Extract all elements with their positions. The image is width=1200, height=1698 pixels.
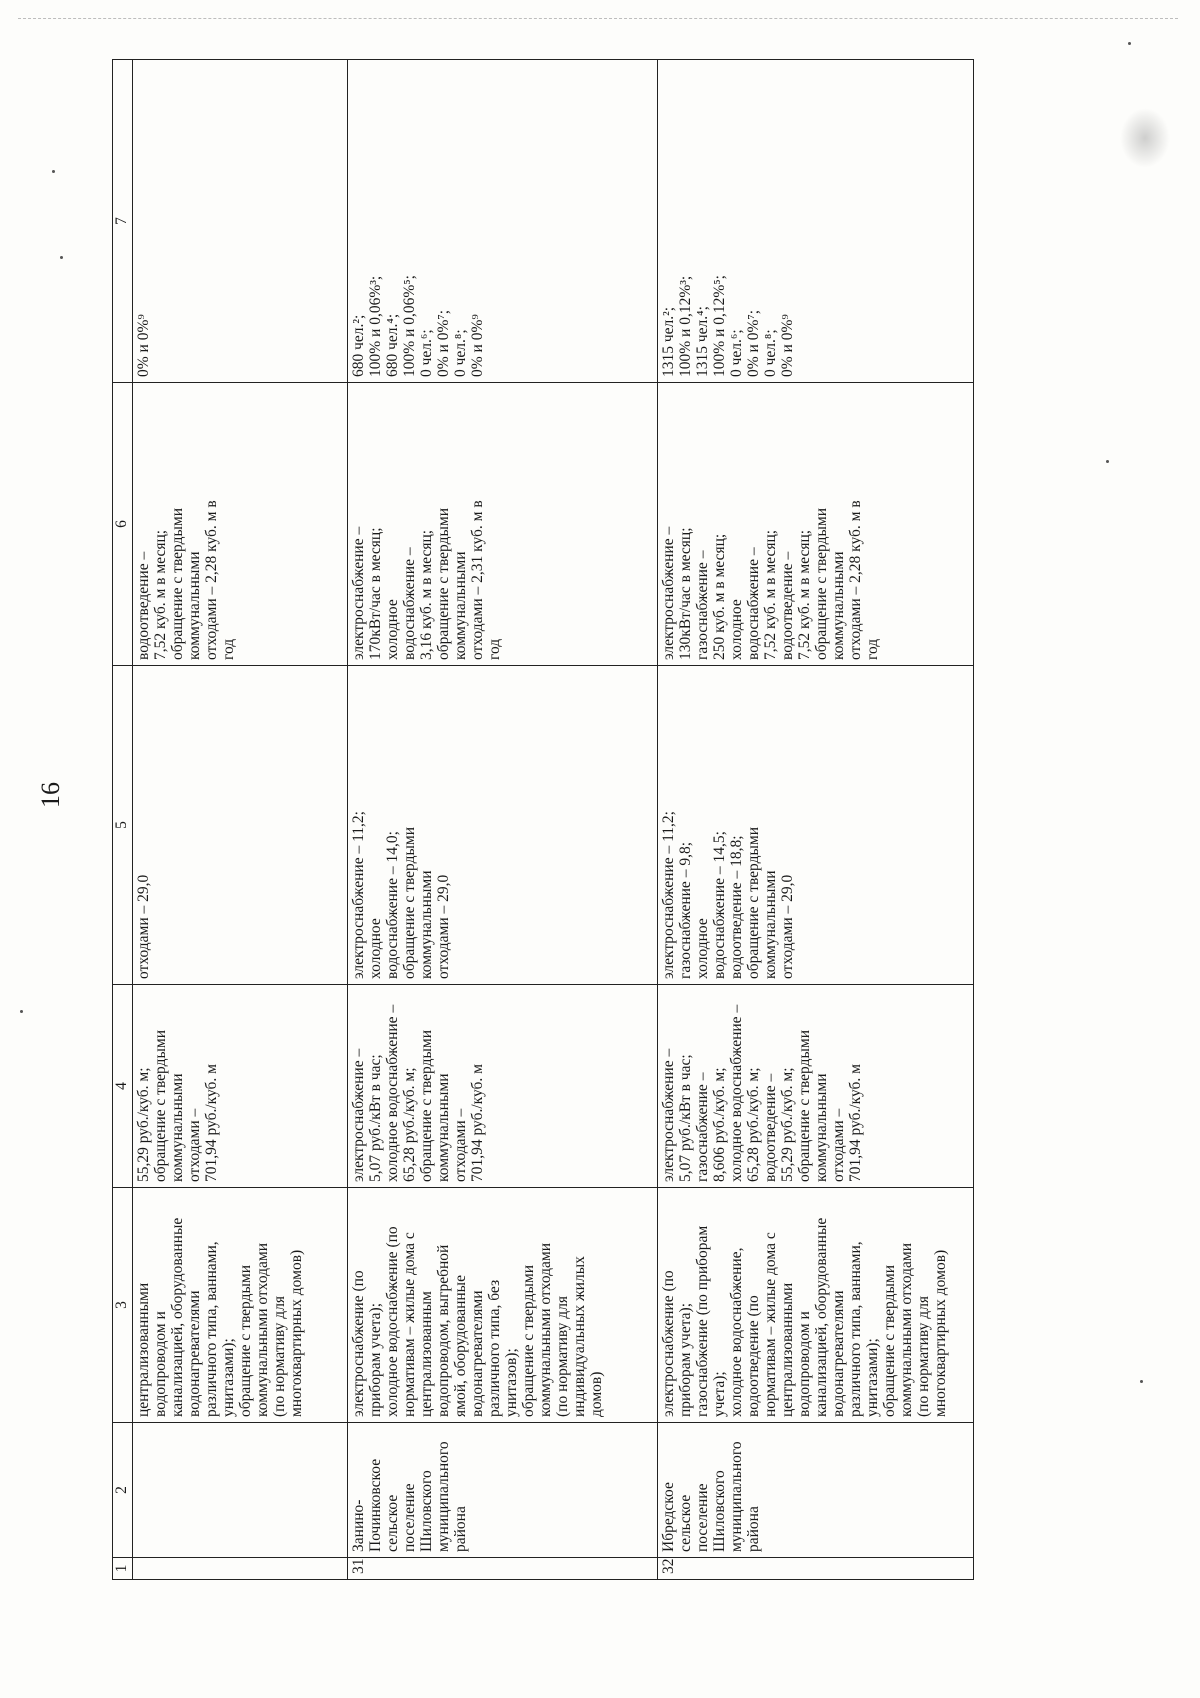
table-row	[658, 60, 974, 1580]
cell-line: 0% и 0%⁷;	[435, 309, 452, 377]
cell-line: сельское	[384, 1494, 401, 1552]
cell-line: централизованным	[418, 1291, 435, 1417]
cell-line: Ибредское	[660, 1482, 677, 1552]
rotated-table-wrapper	[112, 60, 974, 1580]
cell-line: холодное	[384, 599, 401, 660]
cell-line: Шиловского	[711, 1470, 728, 1552]
cell-services	[133, 1188, 348, 1423]
cell-row-number: 31	[348, 1558, 658, 1580]
cell-line: поселение	[401, 1483, 418, 1552]
cell-line: электроснабжение –	[350, 526, 367, 660]
cell-line: 3,16 куб. м в месяц;	[418, 529, 435, 660]
column-header: 3	[113, 1188, 133, 1423]
cell-line: унитазов);	[503, 1348, 520, 1417]
cell-line: обращение с твердыми	[881, 1264, 898, 1417]
cell-line: обращение с твердыми	[435, 507, 452, 660]
cell-municipality	[133, 1423, 348, 1558]
cell-line: 7,52 куб. м в месяц;	[762, 529, 779, 660]
cell-line: 100% и 0,12%³;	[677, 275, 694, 377]
cell-line: (по нормативу для	[554, 1295, 571, 1417]
cell-line: 170кВт/час в месяц;	[367, 527, 384, 660]
cell-line: многоквартирных домов)	[932, 1249, 949, 1417]
cell-line: электроснабжение –	[350, 1048, 367, 1182]
cell-line: водоснабжение –	[401, 547, 418, 660]
cell-line: 65,28 руб./куб. м;	[401, 1067, 418, 1182]
cell-line: обращение с твердыми	[401, 826, 418, 979]
column-header: 5	[113, 666, 133, 985]
cell-line: 701,94 руб./куб. м	[469, 1064, 486, 1182]
cell-line: водоотведение (по	[745, 1295, 762, 1417]
cell-municipality	[348, 1423, 658, 1558]
cell-line: водопроводом, выгребной	[435, 1244, 452, 1417]
cell-line: 5,07 руб./кВт в час;	[367, 1054, 384, 1182]
cell-consumption	[133, 383, 348, 666]
cell-line: учета);	[711, 1371, 728, 1417]
cell-line: водонагревателями	[469, 1290, 486, 1417]
cell-line: водонагревателями	[830, 1290, 847, 1417]
cell-line: отходами –	[452, 1108, 469, 1182]
cell-line: 0 чел.⁶;	[728, 329, 745, 377]
cell-line: водоотведение –	[762, 1073, 779, 1182]
cell-line: района	[745, 1506, 762, 1552]
cell-line: коммунальными	[186, 551, 203, 660]
scan-speck	[1140, 1380, 1143, 1383]
cell-line: водоотведение –	[135, 551, 152, 660]
cell-line: 1315 чел.⁴;	[694, 306, 711, 377]
cell-line: электроснабжение –	[660, 526, 677, 660]
header-row	[113, 60, 133, 1580]
cell-line: водопроводом и	[796, 1311, 813, 1417]
cell-line: 1315 чел.²;	[660, 306, 677, 377]
scan-smudge	[1120, 108, 1170, 168]
scan-speck	[1128, 42, 1131, 45]
cell-line: водоснабжение – 14,5;	[711, 831, 728, 979]
cell-line: индивидуальных жилых	[571, 1256, 588, 1417]
column-header: 7	[113, 60, 133, 383]
cell-line: коммунальными	[452, 551, 469, 660]
cell-line: 0% и 0%⁷;	[745, 309, 762, 377]
cell-line: 0% и 0%⁹	[469, 314, 486, 377]
cell-line: 250 куб. м в месяц;	[711, 533, 728, 660]
scan-speck	[60, 256, 63, 259]
cell-line: 7,52 куб. м в месяц;	[152, 529, 169, 660]
cell-line: водоотведение – 18,8;	[728, 835, 745, 979]
cell-line: сельское	[677, 1494, 694, 1552]
cell-line: отходами –	[186, 1108, 203, 1182]
table-row	[348, 60, 658, 1580]
cell-growth	[658, 666, 974, 985]
cell-line: 65,28 руб./куб. м;	[745, 1067, 762, 1182]
cell-line: обращение с твердыми	[418, 1029, 435, 1182]
cell-line: различного типа, без	[486, 1279, 503, 1417]
cell-line: газоснабжение – 9,8;	[677, 842, 694, 979]
cell-line: централизованными	[779, 1282, 796, 1417]
scan-speck	[20, 1010, 23, 1013]
cell-line: поселение	[694, 1483, 711, 1552]
cell-municipality	[658, 1423, 974, 1558]
cell-line: водоснабжение – 14,0;	[384, 831, 401, 979]
cell-consumption	[348, 383, 658, 666]
cell-line: канализацией, оборудованные	[813, 1217, 830, 1417]
cell-line: Шиловского	[418, 1470, 435, 1552]
cell-line: отходами – 29,0	[779, 874, 796, 979]
cell-line: коммунальными	[418, 870, 435, 979]
cell-line: приборам учета);	[677, 1302, 694, 1417]
cell-line: коммунальными	[169, 1073, 186, 1182]
cell-line: год	[864, 638, 881, 660]
cell-line: различного типа, ваннами,	[203, 1241, 220, 1417]
cell-line: обращение с твердыми	[813, 507, 830, 660]
cell-line: холодное	[694, 918, 711, 979]
cell-line: обращение с твердыми	[520, 1264, 537, 1417]
cell-line: коммунальными	[830, 551, 847, 660]
cell-line: домов)	[588, 1371, 605, 1417]
cell-line: Занино-	[350, 1499, 367, 1552]
cell-line: обращение с твердыми	[237, 1264, 254, 1417]
cell-tariffs	[133, 985, 348, 1188]
cell-line: газоснабжение (по приборам	[694, 1225, 711, 1417]
cell-services	[658, 1188, 974, 1423]
cell-line: год	[220, 638, 237, 660]
cell-line: холодное водоснабжение,	[728, 1247, 745, 1417]
cell-line: района	[452, 1506, 469, 1552]
cell-share	[658, 60, 974, 383]
cell-line: 55,29 руб./куб. м;	[135, 1067, 152, 1182]
cell-line: 55,29 руб./куб. м;	[779, 1067, 796, 1182]
cell-line: газоснабжение –	[694, 550, 711, 660]
cell-line: 0 чел.⁸;	[762, 329, 779, 377]
column-header: 1	[113, 1558, 133, 1580]
cell-line: обращение с твердыми	[796, 1029, 813, 1182]
cell-services	[348, 1188, 658, 1423]
cell-line: электроснабжение –	[660, 1048, 677, 1182]
data-table	[112, 59, 974, 1580]
cell-share	[348, 60, 658, 383]
cell-line: год	[486, 638, 503, 660]
cell-line: электроснабжение (по	[350, 1270, 367, 1417]
cell-line: водоснабжение –	[745, 547, 762, 660]
cell-line: обращение с твердыми	[152, 1029, 169, 1182]
cell-tariffs	[348, 985, 658, 1188]
cell-line: унитазами);	[220, 1338, 237, 1417]
cell-line: холодное водоснабжение –	[728, 1004, 745, 1182]
cell-line: муниципального	[435, 1441, 452, 1552]
cell-line: нормативам – жилые дома с	[401, 1232, 418, 1417]
cell-line: канализацией, оборудованные	[169, 1217, 186, 1417]
cell-growth	[133, 666, 348, 985]
cell-line: отходами –	[830, 1108, 847, 1182]
cell-line: коммунальными	[813, 1073, 830, 1182]
cell-line: газоснабжение –	[694, 1072, 711, 1182]
cell-line: водопроводом и	[152, 1311, 169, 1417]
cell-line: (по нормативу для	[271, 1295, 288, 1417]
cell-share	[133, 60, 348, 383]
cell-line: отходами – 29,0	[435, 874, 452, 979]
cell-line: 0% и 0%⁹	[779, 314, 796, 377]
cell-line: 8,606 руб./куб. м;	[711, 1067, 728, 1182]
cell-line: 0 чел.⁶;	[418, 329, 435, 377]
cell-line: холодное	[728, 599, 745, 660]
cell-row-number	[133, 1558, 348, 1580]
cell-line: водонагревателями	[186, 1290, 203, 1417]
cell-line: 100% и 0,06%⁵;	[401, 275, 418, 377]
cell-line: Починковское	[367, 1458, 384, 1552]
cell-line: водоотведение –	[779, 551, 796, 660]
cell-line: отходами – 2,28 куб. м в	[203, 500, 220, 660]
cell-line: централизованными	[135, 1282, 152, 1417]
cell-line: различного типа, ваннами,	[847, 1241, 864, 1417]
cell-line: унитазами);	[864, 1338, 881, 1417]
cell-line: электроснабжение – 11,2;	[660, 811, 677, 979]
cell-line: коммунальными отходами	[537, 1242, 554, 1417]
cell-line: 5,07 руб./кВт в час;	[677, 1054, 694, 1182]
cell-line: отходами – 2,28 куб. м в	[847, 500, 864, 660]
cell-line: нормативам – жилые дома с	[762, 1232, 779, 1417]
cell-line: муниципального	[728, 1441, 745, 1552]
cell-tariffs	[658, 985, 974, 1188]
page-number: 16	[36, 782, 65, 808]
cell-consumption	[658, 383, 974, 666]
cell-line: коммунальными	[762, 870, 779, 979]
cell-line: холодное водоснабжение –	[384, 1004, 401, 1182]
scan-speck	[52, 170, 55, 173]
cell-line: обращение с твердыми	[745, 826, 762, 979]
cell-line: 701,94 руб./куб. м	[203, 1064, 220, 1182]
cell-growth	[348, 666, 658, 985]
cell-line: коммунальными отходами	[898, 1242, 915, 1417]
cell-line: коммунальными	[435, 1073, 452, 1182]
cell-line: коммунальными отходами	[254, 1242, 271, 1417]
cell-line: (по нормативу для	[915, 1295, 932, 1417]
cell-line: 100% и 0,12%⁵;	[711, 275, 728, 377]
cell-line: холодное	[367, 918, 384, 979]
cell-line: 680 чел.⁴;	[384, 313, 401, 377]
cell-line: многоквартирных домов)	[288, 1249, 305, 1417]
column-header: 2	[113, 1423, 133, 1558]
cell-line: электроснабжение – 11,2;	[350, 811, 367, 979]
cell-line: ямой, оборудованные	[452, 1275, 469, 1417]
column-header: 4	[113, 985, 133, 1188]
cell-line: 0% и 0%⁹	[135, 314, 152, 377]
cell-line: 0 чел.⁸;	[452, 329, 469, 377]
cell-line: 701,94 руб./куб. м	[847, 1064, 864, 1182]
table-row	[133, 60, 348, 1580]
cell-line: холодное водоснабжение (по	[384, 1226, 401, 1417]
scan-border-line	[18, 18, 1178, 19]
cell-line: электроснабжение (по	[660, 1270, 677, 1417]
cell-line: приборам учета);	[367, 1302, 384, 1417]
cell-line: 100% и 0,06%³;	[367, 275, 384, 377]
cell-line: обращение с твердыми	[169, 507, 186, 660]
cell-line: 680 чел.²;	[350, 314, 367, 377]
scan-speck	[1106, 460, 1109, 463]
cell-line: отходами – 29,0	[135, 874, 152, 979]
cell-row-number: 32	[658, 1558, 974, 1580]
column-header: 6	[113, 383, 133, 666]
cell-line: отходами – 2,31 куб. м в	[469, 500, 486, 660]
cell-line: 130кВт/час в месяц;	[677, 527, 694, 660]
cell-line: 7,52 куб. м в месяц;	[796, 529, 813, 660]
